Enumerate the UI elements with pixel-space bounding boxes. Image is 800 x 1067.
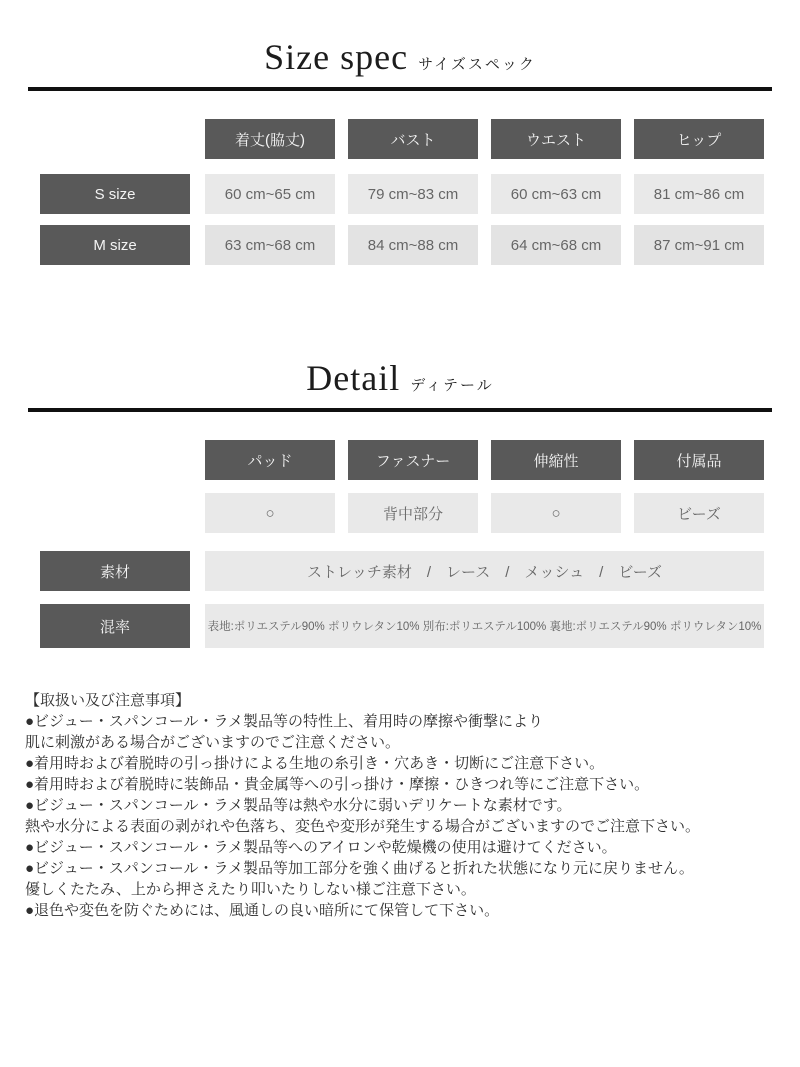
size-spec-title (0, 0, 800, 78)
column-header-pad: パッド (205, 440, 335, 480)
cell-material-value: ストレッチ素材 / レース / メッシュ / ビーズ (205, 551, 764, 591)
notes-line: ●ビジュー・スパンコール・ラメ製品等加工部分を強く曲げると折れた状態になり元に戻りません。 (25, 860, 694, 877)
detail-header-row (40, 440, 760, 480)
notes-line: ●ビジュー・スパンコール・ラメ製品等へのアイロンや乾燥機の使用は避けてください。 (25, 839, 617, 856)
detail-title-en: Detail (306, 358, 401, 398)
detail-title-ja: ディテール (410, 378, 494, 394)
value-spacer (40, 493, 190, 533)
column-header-length: 着丈(脇丈) (205, 119, 335, 159)
column-header-stretch: 伸縮性 (491, 440, 621, 480)
notes-line: ●着用時および着脱時に装飾品・貴金属等への引っ掛け・摩擦・ひきつれ等にご注意下さい。 (25, 776, 650, 793)
column-header-bust: バスト (348, 119, 478, 159)
cell-stretch-value: ○ (491, 493, 621, 533)
table-row-s-size (40, 174, 760, 214)
cell-s-hip: 81 cm~86 cm (634, 174, 764, 214)
notes-line: ●ビジュー・スパンコール・ラメ製品等は熱や水分に弱いデリケートな素材です。 (25, 797, 572, 814)
row-label-mixture: 混率 (40, 604, 190, 648)
header-spacer (40, 119, 190, 159)
material-row (40, 551, 760, 591)
cell-fastener-value: 背中部分 (348, 493, 478, 533)
cell-s-waist: 60 cm~63 cm (491, 174, 621, 214)
notes-heading: 【取扱い及び注意事項】 (25, 692, 191, 709)
notes-line: 熱や水分による表面の剥がれや色落ち、変色や変形が発生する場合がございますのでご注意下さい。 (25, 818, 701, 835)
detail-value-row (40, 493, 760, 533)
notes-line: 優しくたたみ、上から押さえたり叩いたりしない様ご注意下さい。 (25, 881, 476, 898)
cell-mixture-value: 表地:ポリエステル90% ポリウレタン10% 別布:ポリエステル100% 裏地:ポリエステル90% ポリウレタン10% (205, 604, 764, 648)
cell-s-bust: 79 cm~83 cm (348, 174, 478, 214)
cell-s-length: 60 cm~65 cm (205, 174, 335, 214)
handling-notes (25, 690, 775, 921)
column-header-fastener: ファスナー (348, 440, 478, 480)
cell-m-hip: 87 cm~91 cm (634, 225, 764, 265)
row-label-m-size: M size (40, 225, 190, 265)
cell-m-bust: 84 cm~88 cm (348, 225, 478, 265)
divider-detail (28, 408, 772, 412)
cell-m-length: 63 cm~68 cm (205, 225, 335, 265)
notes-line: ●退色や変色を防ぐためには、風通しの良い暗所にて保管して下さい。 (25, 902, 500, 919)
size-spec-title-en: Size spec (264, 37, 409, 77)
row-label-material: 素材 (40, 551, 190, 591)
notes-line: 肌に刺激がある場合がございますのでご注意ください。 (25, 734, 401, 751)
detail-title (0, 265, 800, 399)
column-header-accessory: 付属品 (634, 440, 764, 480)
cell-m-waist: 64 cm~68 cm (491, 225, 621, 265)
mixture-row (40, 604, 760, 648)
detail-table (40, 440, 760, 648)
cell-accessory-value: ビーズ (634, 493, 764, 533)
size-spec-table (40, 119, 760, 265)
column-header-hip: ヒップ (634, 119, 764, 159)
size-spec-title-ja: サイズスペック (418, 57, 536, 73)
column-header-waist: ウエスト (491, 119, 621, 159)
table-row-m-size (40, 225, 760, 265)
size-spec-header-row (40, 119, 760, 159)
header-spacer (40, 440, 190, 480)
notes-line: ●着用時および着脱時の引っ掛けによる生地の糸引き・穴あき・切断にご注意下さい。 (25, 755, 605, 772)
notes-line: ●ビジュー・スパンコール・ラメ製品等の特性上、着用時の摩擦や衝撃により (25, 713, 544, 730)
row-label-s-size: S size (40, 174, 190, 214)
cell-pad-value: ○ (205, 493, 335, 533)
divider-size-spec (28, 87, 772, 91)
